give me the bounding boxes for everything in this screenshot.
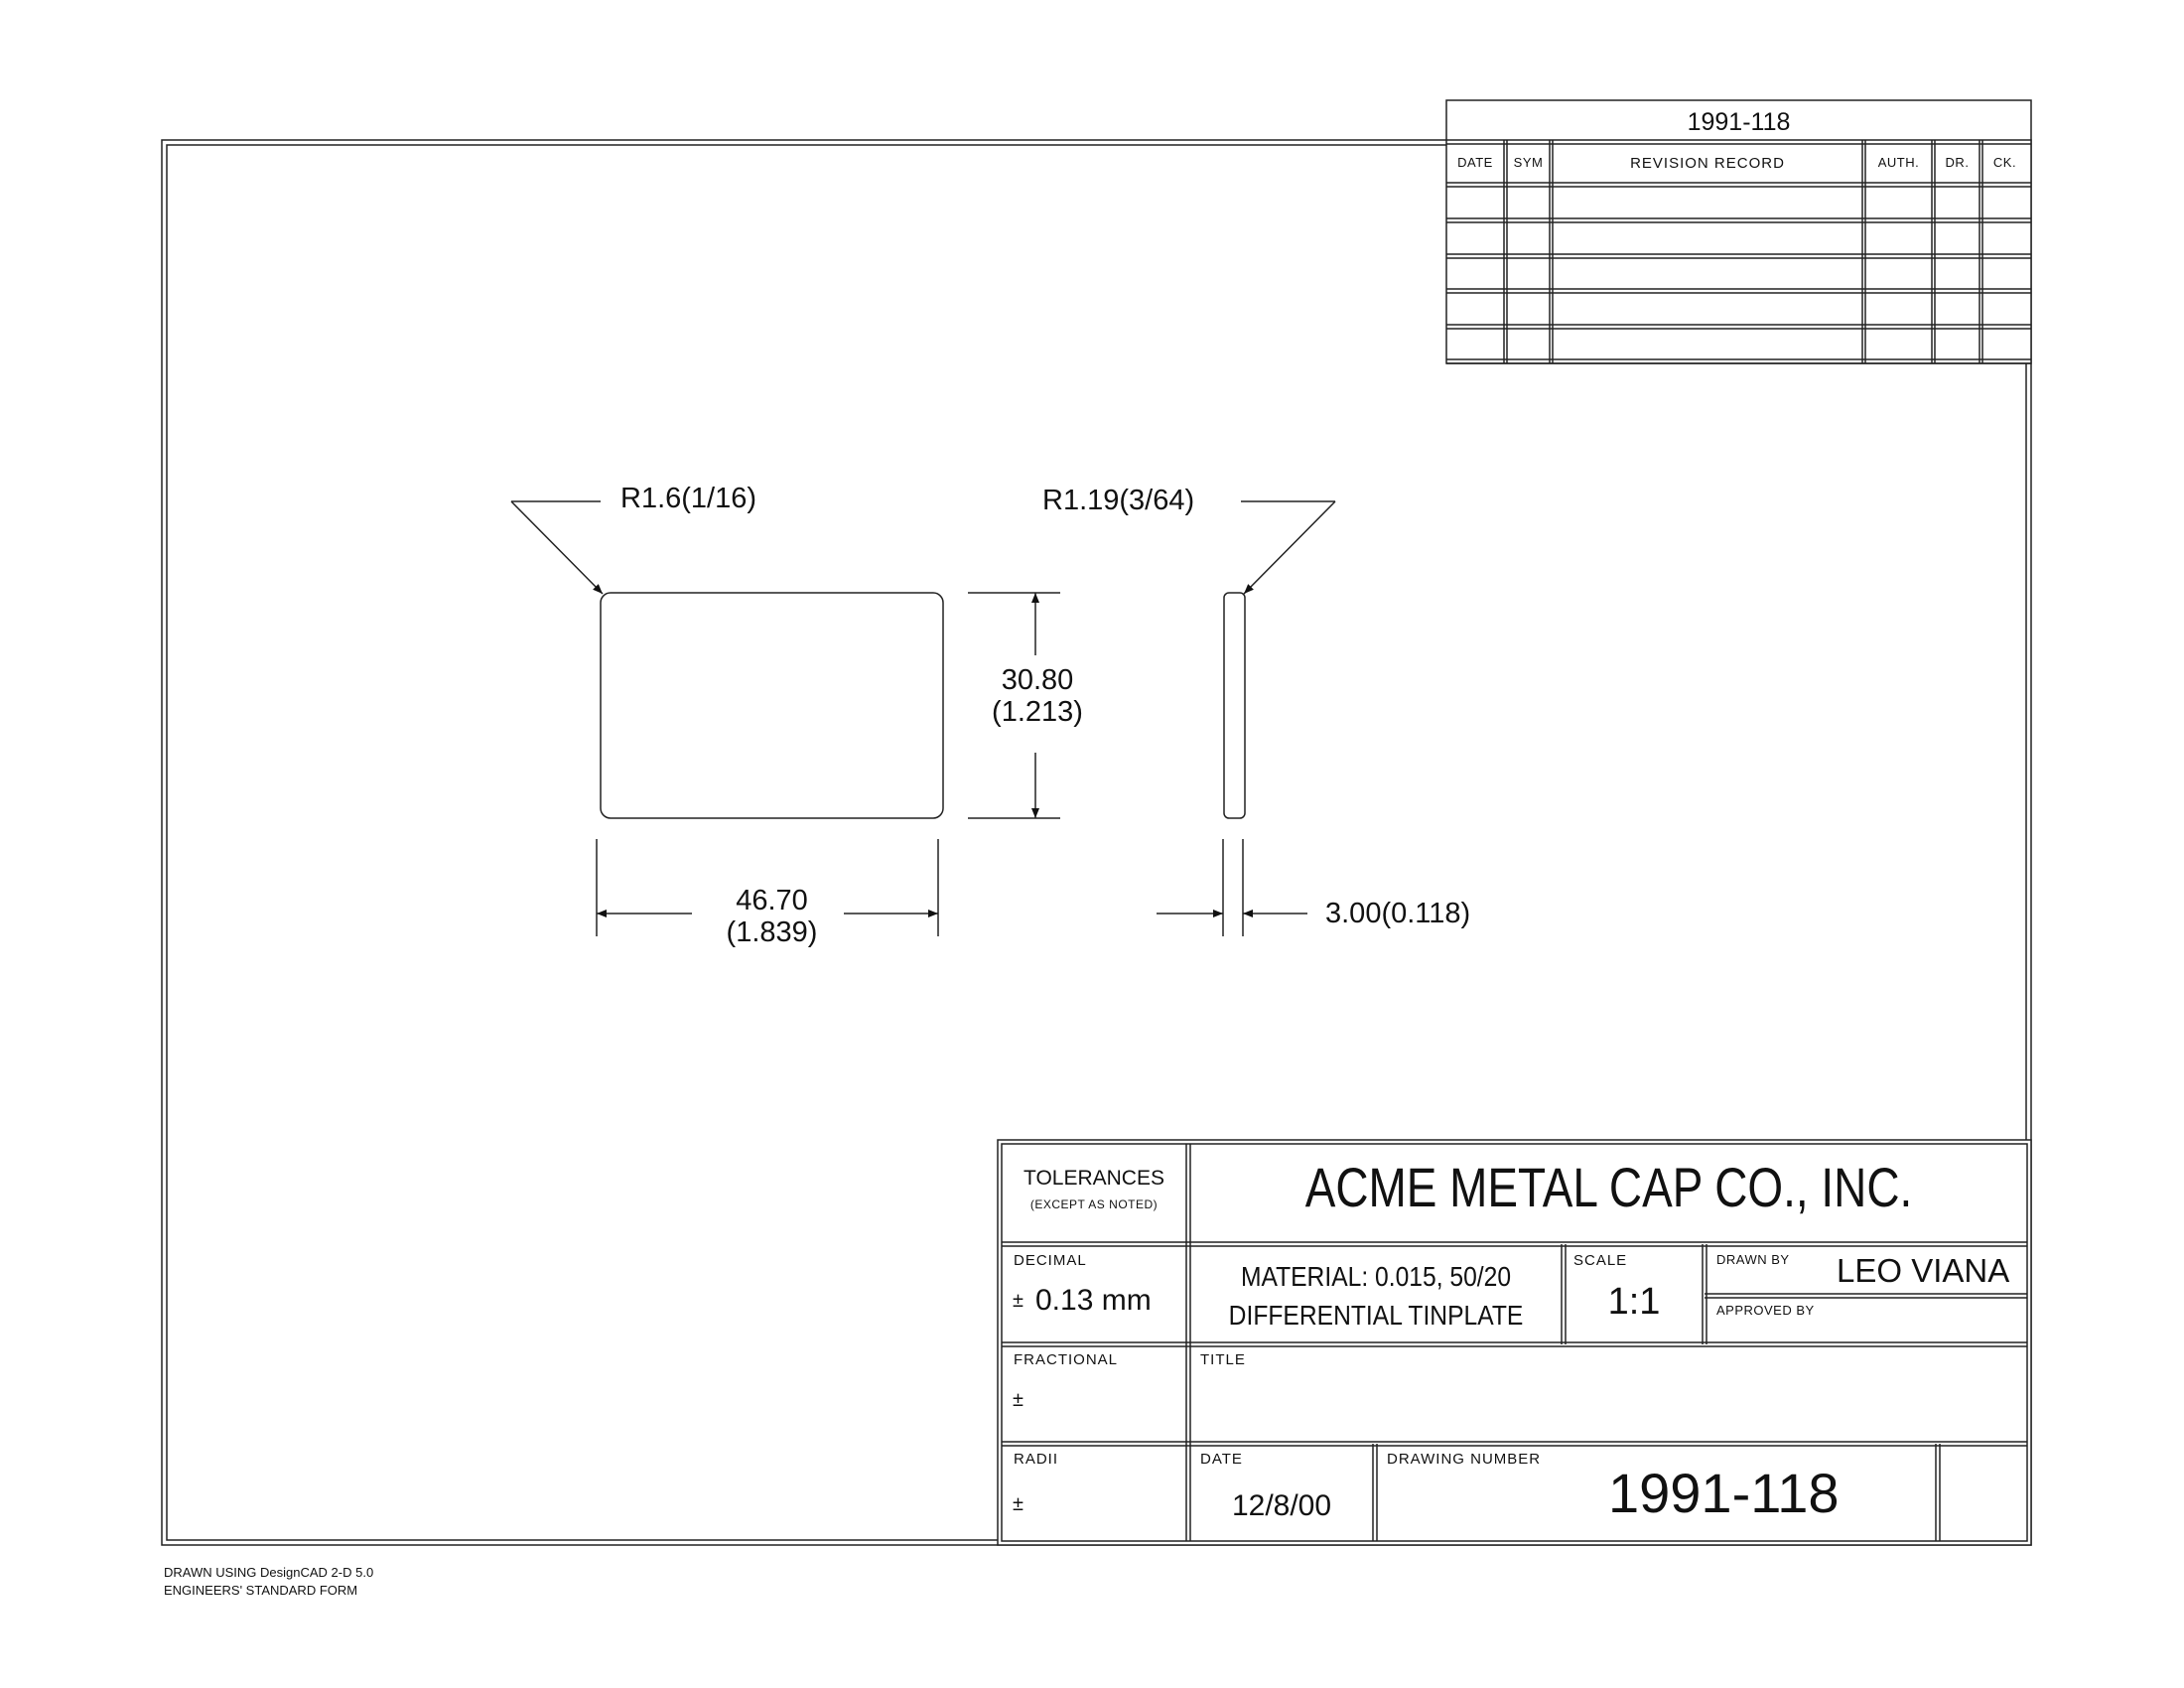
tolerances-label: TOLERANCES <box>1024 1167 1164 1190</box>
revision-header-sym: SYM <box>1513 155 1544 170</box>
height-dimension-mm: 30.80 <box>1001 664 1074 696</box>
decimal-label: DECIMAL <box>1014 1252 1087 1269</box>
fractional-plus-minus: ± <box>1013 1389 1024 1411</box>
revision-header-ck: CK. <box>1992 155 2017 170</box>
radius-leader-side <box>1241 501 1335 594</box>
footer-line2: ENGINEERS' STANDARD FORM <box>164 1583 358 1598</box>
height-dimension-in: (1.213) <box>992 696 1083 728</box>
date-label: DATE <box>1200 1451 1243 1468</box>
scale-value: 1:1 <box>1607 1281 1661 1323</box>
revision-header-dr: DR. <box>1945 155 1970 170</box>
decimal-value: 0.13 mm <box>1035 1284 1152 1317</box>
fractional-label: FRACTIONAL <box>1014 1351 1119 1368</box>
radii-label: RADII <box>1014 1451 1059 1468</box>
drawing-number-label: DRAWING NUMBER <box>1387 1451 1542 1468</box>
revision-header-auth: AUTH. <box>1877 155 1920 170</box>
material-line2: DIFFERENTIAL TINPLATE <box>1228 1300 1524 1331</box>
decimal-plus-minus: ± <box>1013 1290 1024 1312</box>
scale-label: SCALE <box>1573 1252 1628 1269</box>
width-dimension-mm: 46.70 <box>736 885 808 916</box>
date-value: 12/8/00 <box>1231 1489 1332 1522</box>
radius-leader-front <box>511 501 603 594</box>
front-radius-label: R1.6(1/16) <box>620 483 757 514</box>
tolerances-note: (EXCEPT AS NOTED) <box>1029 1197 1159 1211</box>
material-line1: MATERIAL: 0.015, 50/20 <box>1240 1261 1512 1292</box>
footer-line1: DRAWN USING DesignCAD 2-D 5.0 <box>164 1565 374 1580</box>
part-side-view <box>1224 593 1245 818</box>
title-label: TITLE <box>1200 1351 1246 1368</box>
thickness-dimension: 3.00(0.118) <box>1325 898 1471 929</box>
width-dimension-in: (1.839) <box>726 916 818 948</box>
side-radius-label: R1.19(3/64) <box>1042 485 1195 516</box>
radii-plus-minus: ± <box>1013 1493 1024 1515</box>
revision-header-record: REVISION RECORD <box>1630 155 1785 172</box>
drawn-by-label: DRAWN BY <box>1716 1252 1790 1267</box>
revision-header-date: DATE <box>1457 155 1493 170</box>
approved-by-label: APPROVED BY <box>1716 1303 1815 1318</box>
revision-drawing-ref: 1991-118 <box>1687 108 1791 136</box>
revision-block-lines <box>1446 100 2031 363</box>
drawn-by-value: LEO VIANA <box>1837 1252 2010 1289</box>
drawing-number: 1991-118 <box>1608 1462 1840 1524</box>
company-name: ACME METAL CAP CO., INC. <box>1304 1156 1913 1218</box>
part-front-view <box>601 593 943 818</box>
thickness-dimension-lines <box>1157 839 1307 936</box>
